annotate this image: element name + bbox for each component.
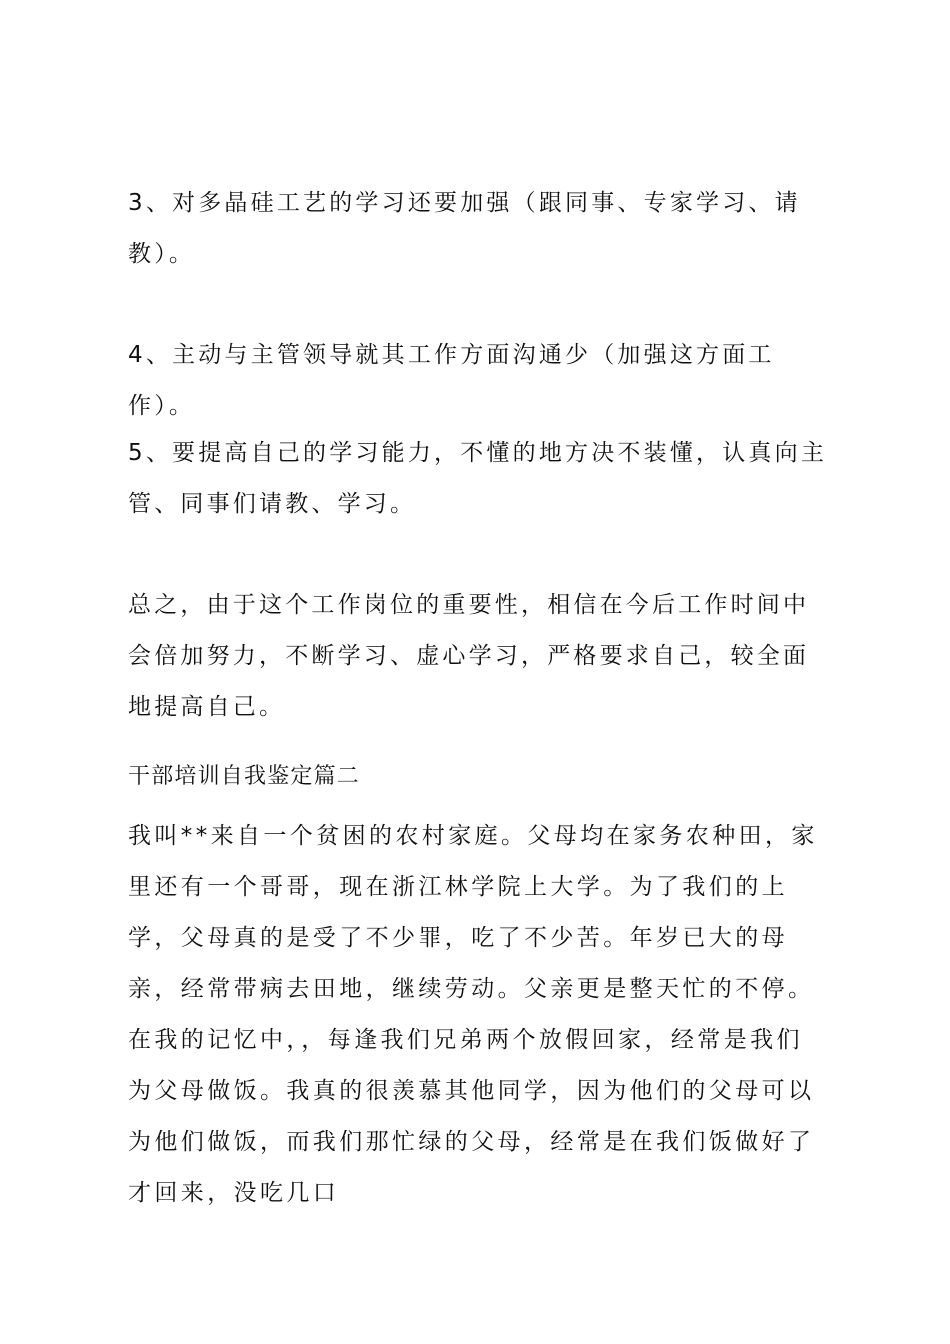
- section-heading: 干部培训自我鉴定篇二: [128, 764, 361, 789]
- conclusion-paragraph: 总之，由于这个工作岗位的重要性，相信在今后工作时间中会倍加努力，不断学习、虚心学习，严格要求自己，较全面地提高自己。: [128, 592, 810, 720]
- section-body-paragraph: 我叫**来自一个贫困的农村家庭。父母均在家务农种田，家里还有一个哥哥，现在浙江林学院上大学。为了我们的上学，父母真的是受了不少罪，吃了不少苦。年岁已大的母亲，经常带病去田地，继续劳动。父亲更是整天忙的不停。在我的记忆中，，每逢我们兄弟两个放假回家，经常是我们为父母做饭。我真的很羡慕其他同学，因为他们的父母可以为他们做饭，而我们那忙绿的父母，经常是在我们饭做好了才回来，没吃几口: [128, 823, 818, 1206]
- list-item-4: 4、主动与主管领导就其工作方面沟通少（加强这方面工作）。: [128, 342, 775, 419]
- list-item-3: 3、对多晶硅工艺的学习还要加强（跟同事、专家学习、请教）。: [128, 190, 801, 267]
- list-item-5: 5、要提高自己的学习能力，不懂的地方决不装懂，认真向主管、同事们请教、学习。: [128, 440, 828, 517]
